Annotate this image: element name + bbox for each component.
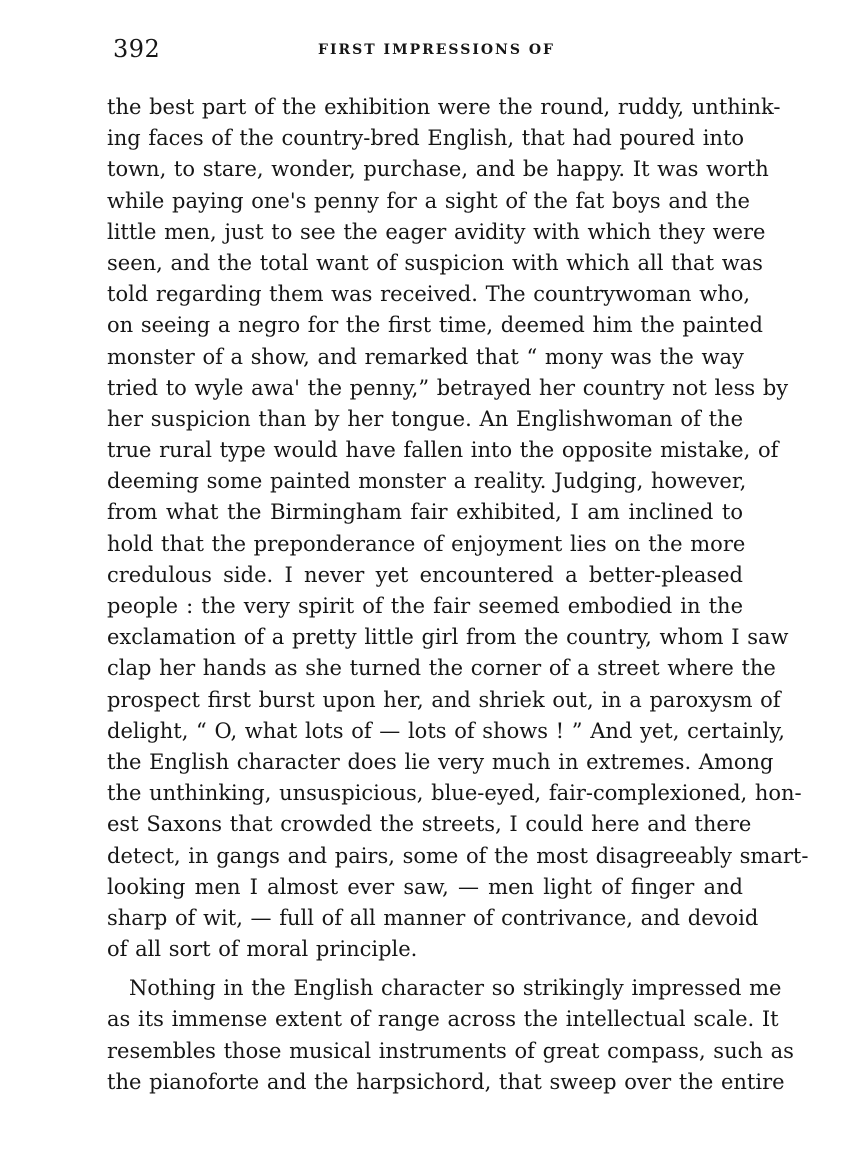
text-line: people : the very spirit of the fair seemed embodied in the xyxy=(107,594,743,618)
text-line: credulous side. I never yet encountered a better-pleased xyxy=(107,562,743,587)
text-line: from what the Birmingham fair exhibited, I am inclined to xyxy=(107,500,743,525)
text-line: as its immense extent of range across the intellectual scale. It xyxy=(107,1007,779,1032)
text-line: town, to stare, wonder, purchase, and be happy. It was worth xyxy=(107,157,769,182)
text-line: resembles those musical instruments of great compass, such as xyxy=(107,1038,794,1063)
text-line: on seeing a negro for the first time, deemed him the painted xyxy=(107,313,763,338)
text-line: hold that the preponderance of enjoyment lies on the more xyxy=(107,531,746,556)
text-line: while paying one's penny for a sight of the fat boys and the xyxy=(107,188,750,213)
text-line: prospect first burst upon her, and shriek out, in a paroxysm of xyxy=(107,687,781,712)
text-line: Nothing in the English character so strikingly impressed me xyxy=(129,976,782,1001)
text-line: ing faces of the country-bred English, that had poured into xyxy=(107,126,745,151)
text-line: delight, “ O, what lots of — lots of shows ! ” And yet, certainly, xyxy=(107,718,785,743)
text-line: clap her hands as she turned the corner of a street where the xyxy=(107,656,776,681)
text-line: little men, just to see the eager avidity with which they were xyxy=(107,219,766,244)
text-line: the English character does lie very much in extremes. Among xyxy=(107,749,774,774)
text-line: looking men I almost ever saw, — men light of finger and xyxy=(107,874,743,899)
text-line: the best part of the exhibition were the round, ruddy, unthink- xyxy=(107,95,781,119)
paragraph-gap xyxy=(107,965,743,973)
text-line: told regarding them was received. The countrywoman who, xyxy=(107,282,751,307)
running-title: FIRST IMPRESSIONS OF xyxy=(318,42,555,58)
text-line: of all sort of moral principle. xyxy=(107,937,418,962)
body-text xyxy=(107,92,809,1098)
paragraph-1 xyxy=(107,92,809,965)
text-line: exclamation of a pretty little girl from the country, whom I saw xyxy=(107,625,789,650)
text-line: the unthinking, unsuspicious, blue-eyed, fair-complexioned, hon- xyxy=(107,781,802,806)
text-line: seen, and the total want of suspicion with which all that was xyxy=(107,250,763,275)
text-line: deeming some painted monster a reality. Judging, however, xyxy=(107,469,747,494)
text-line: sharp of wit, — full of all manner of contrivance, and devoid xyxy=(107,905,759,930)
text-line: est Saxons that crowded the streets, I could here and there xyxy=(107,812,752,837)
page-number: 392 xyxy=(113,35,161,63)
text-line: true rural type would have fallen into the opposite mistake, of xyxy=(107,438,779,463)
text-line: the pianoforte and the harpsichord, that sweep over the entire xyxy=(107,1069,785,1094)
text-line: monster of a show, and remarked that “ mony was the way xyxy=(107,344,744,369)
text-line: tried to wyle awa' the penny,” betrayed her country not less by xyxy=(107,375,789,400)
paragraph-2 xyxy=(107,973,794,1098)
text-line: her suspicion than by her tongue. An Englishwoman of the xyxy=(107,406,743,431)
page-header xyxy=(113,34,743,66)
text-line: detect, in gangs and pairs, some of the most disagreeably smart- xyxy=(107,843,809,868)
